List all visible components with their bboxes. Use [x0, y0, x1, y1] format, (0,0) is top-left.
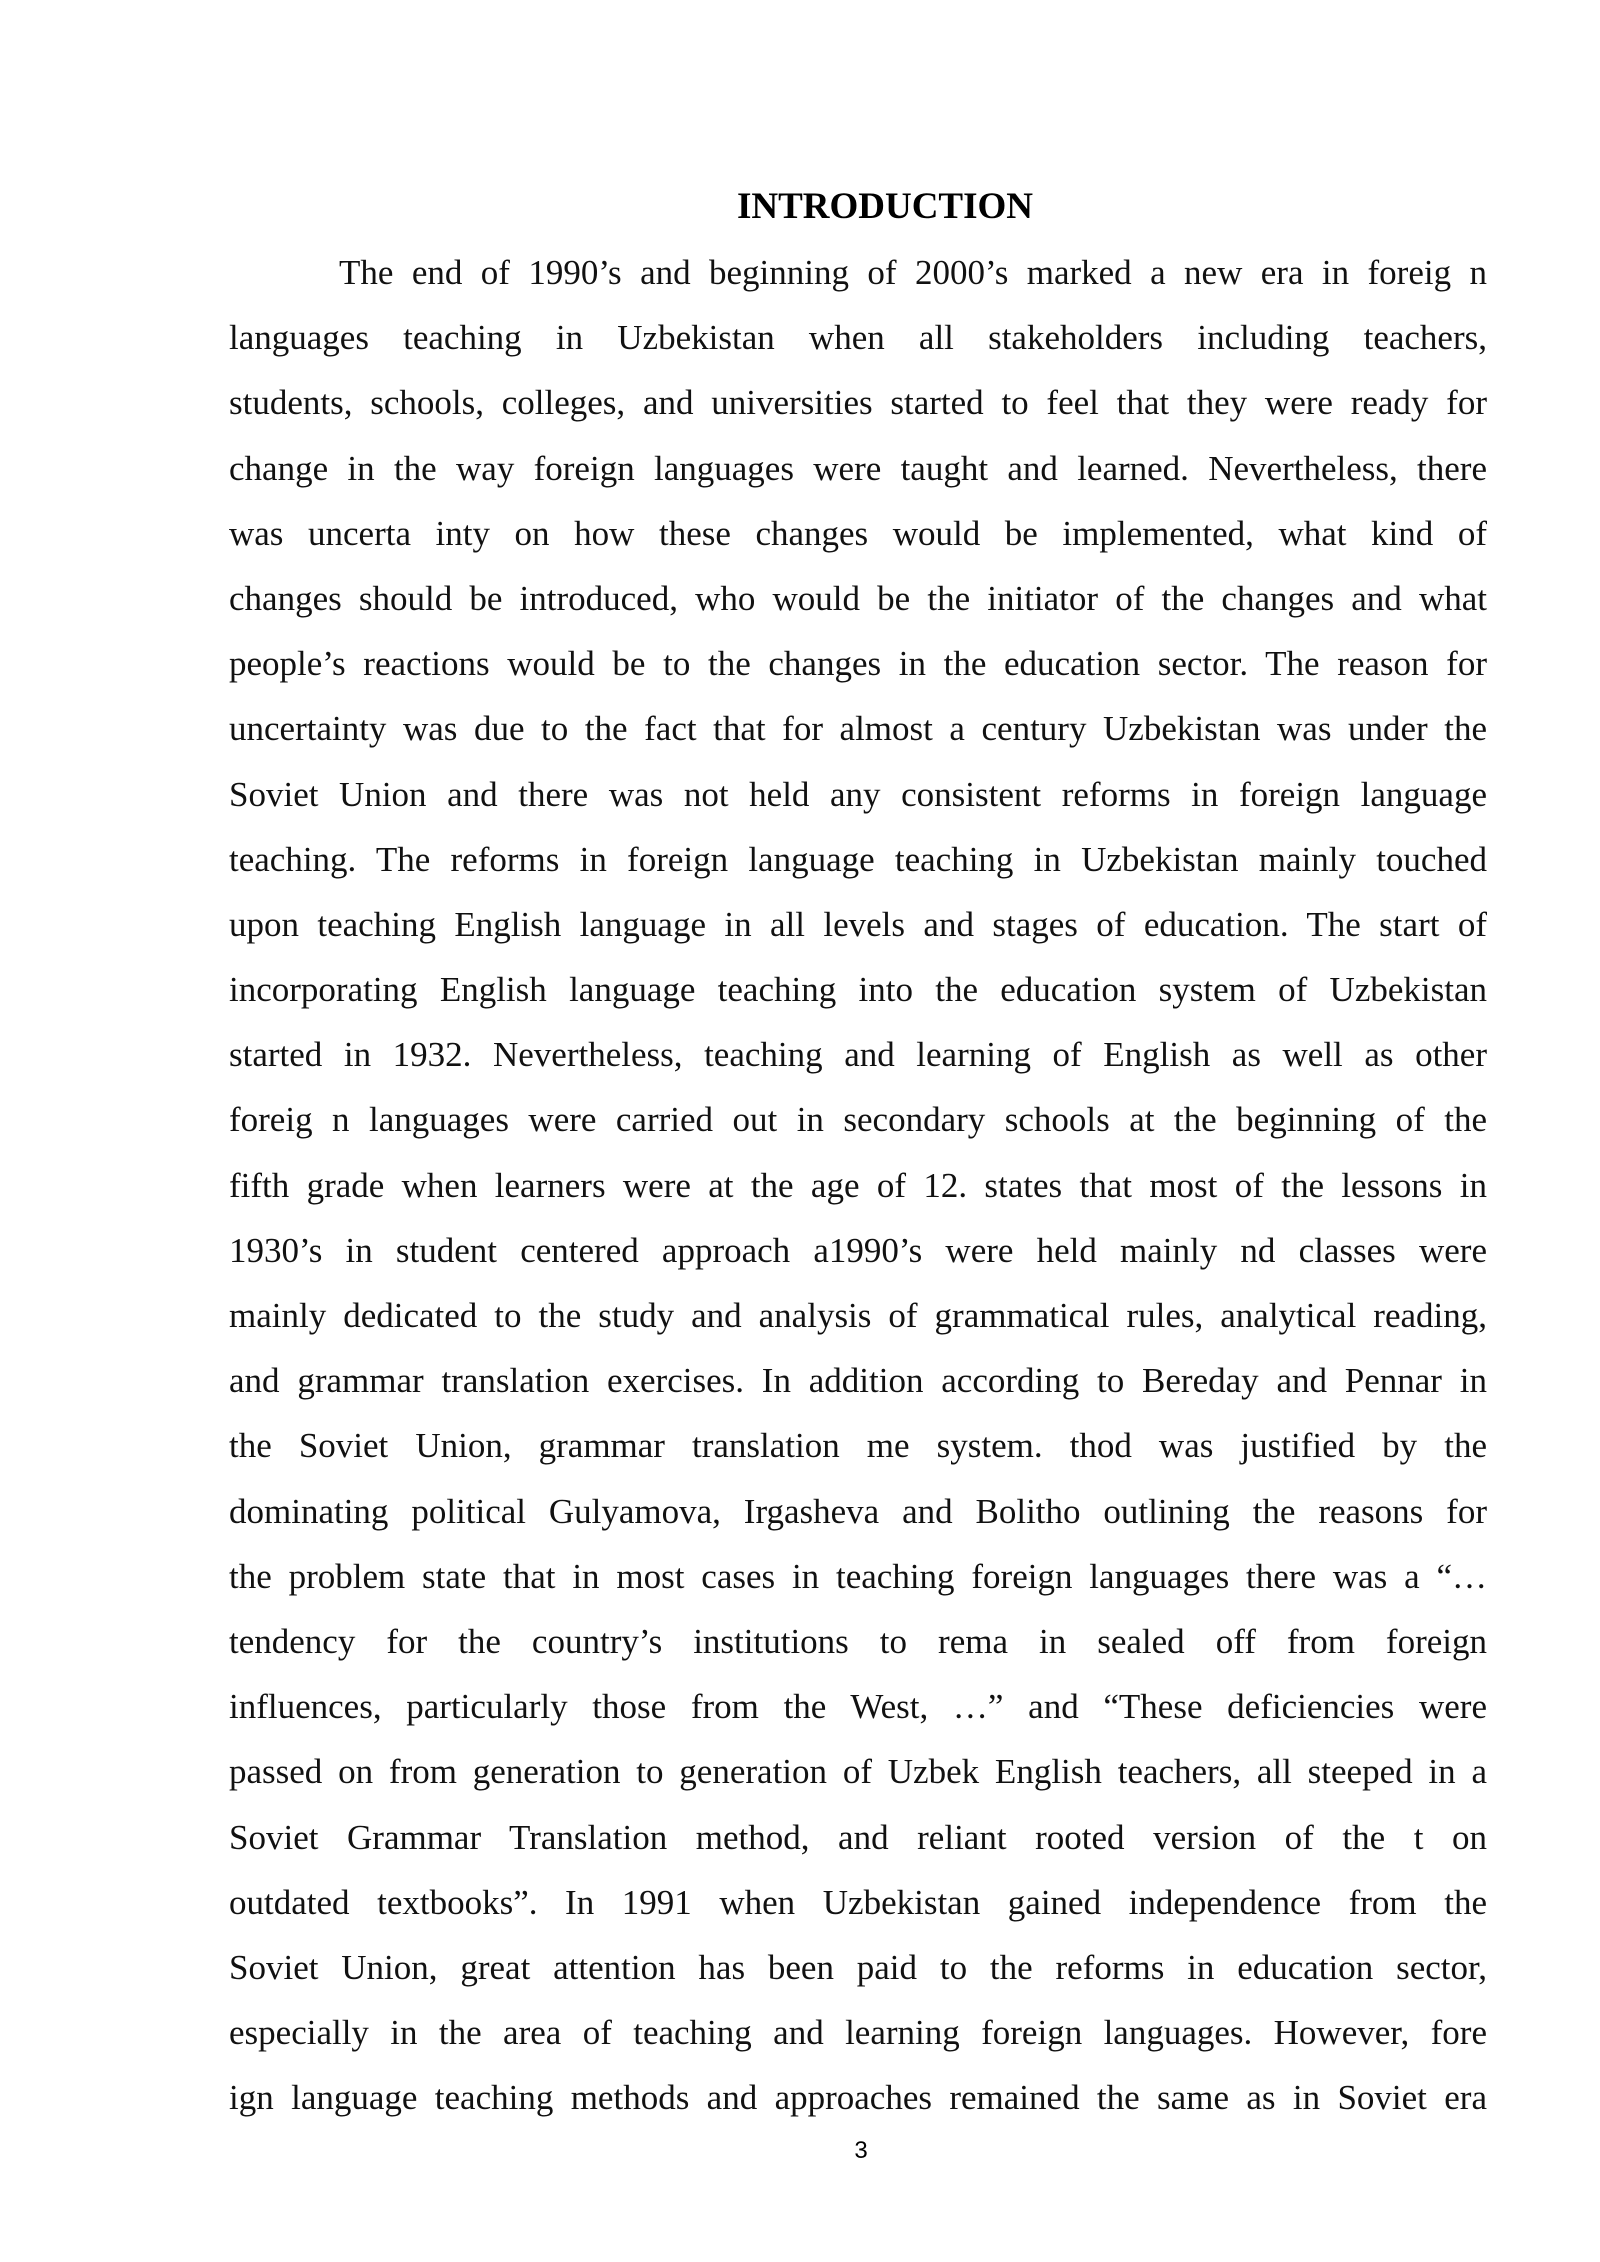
text-line: languages teaching in Uzbekistan when all stakeholders including teachers,	[229, 318, 1487, 358]
text-line: students, schools, colleges, and universities started to feel that they were ready for	[229, 383, 1487, 423]
text-line: tendency for the country’s institutions to rema in sealed off from foreign	[229, 1621, 1487, 1661]
text-line: people’s reactions would be to the changes in the education sector. The reason for	[229, 644, 1487, 684]
body-paragraph	[229, 247, 1487, 2137]
text-line: dominating political Gulyamova, Irgasheva and Bolitho outlining the reasons for	[229, 1491, 1487, 1531]
text-line: foreig n languages were carried out in secondary schools at the beginning of the	[229, 1100, 1487, 1140]
text-line: Soviet Union, great attention has been paid to the reforms in education sector,	[229, 1947, 1487, 1987]
text-line: outdated textbooks”. In 1991 when Uzbekistan gained independence from the	[229, 1882, 1487, 1922]
text-line: upon teaching English language in all levels and stages of education. The start of	[229, 904, 1487, 944]
text-line: change in the way foreign languages were taught and learned. Nevertheless, there	[229, 448, 1487, 488]
text-line: was uncerta inty on how these changes would be implemented, what kind of	[229, 513, 1487, 553]
text-line: the Soviet Union, grammar translation me system. thod was justified by the	[229, 1426, 1487, 1466]
page-number: 3	[854, 2137, 868, 2164]
text-line: Soviet Union and there was not held any consistent reforms in foreign language	[229, 774, 1487, 814]
text-line: uncertainty was due to the fact that for almost a century Uzbekistan was under the	[229, 709, 1487, 749]
text-line: passed on from generation to generation of Uzbek English teachers, all steeped in a	[229, 1752, 1487, 1792]
text-line: incorporating English language teaching into the education system of Uzbekistan	[229, 970, 1487, 1010]
text-line: teaching. The reforms in foreign language teaching in Uzbekistan mainly touched	[229, 839, 1487, 879]
text-line: and grammar translation exercises. In addition according to Bereday and Pennar in	[229, 1361, 1487, 1401]
text-line: the problem state that in most cases in teaching foreign languages there was a “…	[229, 1556, 1487, 1596]
text-line: mainly dedicated to the study and analysis of grammatical rules, analytical reading,	[229, 1296, 1487, 1335]
text-line: fifth grade when learners were at the age of 12. states that most of the lessons in	[229, 1165, 1487, 1205]
text-line: started in 1932. Nevertheless, teaching and learning of English as well as other	[229, 1035, 1487, 1075]
text-line: Soviet Grammar Translation method, and reliant rooted version of the t on	[229, 1817, 1487, 1857]
text-line: influences, particularly those from the West, …” and “These deficiencies were	[229, 1687, 1487, 1727]
text-line: especially in the area of teaching and learning foreign languages. However, fore	[229, 2013, 1487, 2053]
text-line: 1930’s in student centered approach a1990’s were held mainly nd classes were	[229, 1230, 1487, 1270]
text-line: ign language teaching methods and approaches remained the same as in Soviet era	[229, 2078, 1487, 2118]
text-line: changes should be introduced, who would be the initiator of the changes and what	[229, 578, 1487, 618]
section-heading: INTRODUCTION	[736, 186, 1034, 227]
text-line: The end of 1990’s and beginning of 2000’s marked a new era in foreig n	[339, 253, 1487, 292]
